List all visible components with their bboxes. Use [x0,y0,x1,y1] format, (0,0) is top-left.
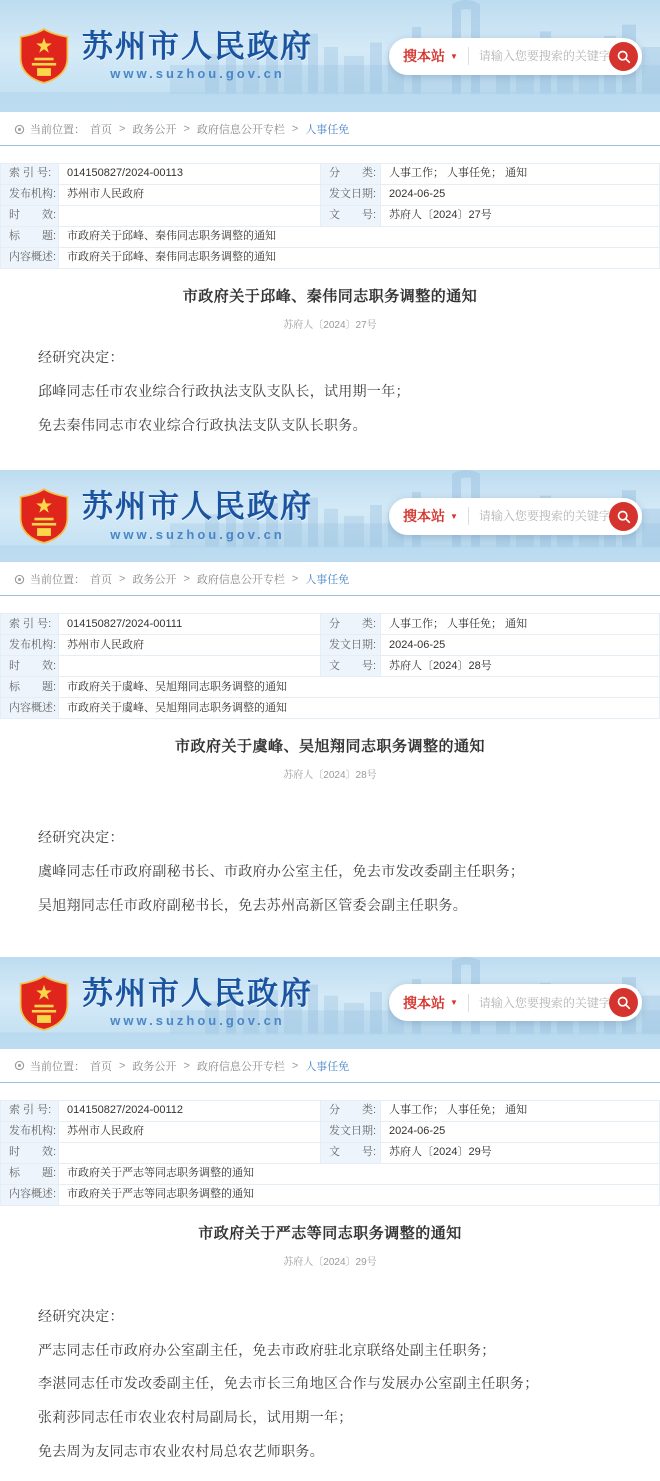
breadcrumb: 当前位置： 首页 > 政务公开 > 政府信息公开专栏 > 人事任免 [0,1049,660,1083]
notice-section-2 [0,470,660,956]
meta-label-validity: 时 效: [0,655,58,676]
meta-label-issue-date: 发文日期: [320,634,380,655]
search-button[interactable] [609,502,638,531]
search-icon [616,49,631,64]
search-divider [468,994,469,1012]
meta-value-summary: 市政府关于虞峰、吴旭翔同志职务调整的通知 [58,697,659,718]
meta-value-issue-date: 2024-06-25 [380,634,659,655]
meta-value-title: 市政府关于严志等同志职务调整的通知 [58,1163,659,1184]
breadcrumb-home[interactable]: 首页 [90,1060,112,1073]
meta-value-doc-no: 苏府人〔2024〕29号 [380,1142,659,1163]
search-input[interactable] [479,996,609,1010]
notice-title: 市政府关于虞峰、吴旭翔同志职务调整的通知 [174,738,485,756]
location-pin-icon [14,124,25,135]
meta-label-doc-no: 文 号: [320,205,380,226]
site-title-block [82,28,313,82]
meta-label-doc-no: 文 号: [320,655,380,676]
meta-value-issue-date: 2024-06-25 [380,184,659,205]
meta-value-index-no: 014150827/2024-00113 [58,163,320,184]
meta-value-index-no: 014150827/2024-00111 [58,613,320,634]
national-emblem-icon [18,28,70,84]
meta-value-summary: 市政府关于严志等同志职务调整的通知 [58,1184,659,1205]
site-logo[interactable] [18,488,313,544]
document-meta-table [0,163,660,269]
site-title-block [82,975,313,1029]
location-pin-icon [14,1060,25,1071]
notice-paragraph: 经研究决定： [38,1307,124,1324]
notice-paragraph: 严志同志任市政府办公室副主任，免去市政府驻北京联络处副主任职务； [38,1341,496,1358]
breadcrumb-info-column[interactable]: 政府信息公开专栏 [196,124,285,136]
meta-value-validity [58,1142,320,1163]
notice-body [38,829,622,913]
meta-value-title: 市政府关于虞峰、吴旭翔同志职务调整的通知 [58,676,659,697]
document-meta-table [0,1100,660,1206]
notice-body [38,1308,622,1460]
breadcrumb-current[interactable]: 人事任免 [305,124,350,136]
notice-title: 市政府关于严志等同志职务调整的通知 [198,1224,462,1242]
notice-article [0,735,660,913]
meta-label-summary: 内容概述: [0,247,58,268]
site-url: www.suzhou.gov.cn [110,66,285,82]
search-scope-dropdown[interactable] [403,46,458,66]
notice-paragraph: 张莉莎同志任市农业农村局副局长，试用期一年； [38,1409,353,1426]
site-logo[interactable] [18,28,313,84]
notice-paragraph: 邱峰同志任市农业综合行政执法支队支队长，试用期一年； [38,382,410,399]
search-icon [616,995,631,1010]
meta-label-issuer: 发布机构: [0,1121,58,1142]
meta-label-index-no: 索 引 号: [0,613,58,634]
search-scope-label: 搜本站 [403,508,445,525]
meta-label-category: 分 类: [320,1100,380,1121]
meta-label-issue-date: 发文日期: [320,1121,380,1142]
notice-section-1 [0,0,660,470]
meta-value-category: 人事工作； 人事任免； 通知 [380,1100,659,1121]
meta-label-title: 标 题: [0,676,58,697]
breadcrumb-current[interactable]: 人事任免 [305,574,350,587]
breadcrumb-prefix: 当前位置： [30,1060,85,1073]
site-url: www.suzhou.gov.cn [110,526,285,542]
search-bar [389,38,642,75]
breadcrumb-home[interactable]: 首页 [90,124,112,136]
site-banner [0,470,660,562]
notice-section-3 [0,957,660,1481]
meta-label-category: 分 类: [320,613,380,634]
search-icon [616,509,631,524]
notice-title: 市政府关于邱峰、秦伟同志职务调整的通知 [182,288,478,305]
notice-article [0,285,660,433]
site-url: www.suzhou.gov.cn [110,1013,285,1029]
notice-paragraph: 免去秦伟同志市农业综合行政执法支队支队长职务。 [38,416,367,433]
meta-label-index-no: 索 引 号: [0,163,58,184]
meta-label-index-no: 索 引 号: [0,1100,58,1121]
breadcrumb: 当前位置： 首页 > 政务公开 > 政府信息公开专栏 > 人事任免 [0,112,660,146]
document-meta-table [0,613,660,719]
search-scope-label: 搜本站 [403,994,445,1011]
breadcrumb-home[interactable]: 首页 [90,574,112,587]
notice-paragraph: 吴旭翔同志任市政府副秘书长，免去苏州高新区管委会副主任职务。 [38,896,467,913]
meta-label-summary: 内容概述: [0,1184,58,1205]
search-divider [468,47,469,65]
meta-value-index-no: 014150827/2024-00112 [58,1100,320,1121]
site-logo[interactable] [18,975,313,1031]
site-banner [0,957,660,1049]
search-bar [389,984,642,1021]
meta-value-issuer: 苏州市人民政府 [58,184,320,205]
meta-label-title: 标 题: [0,1163,58,1184]
notice-doc-number: 苏府人〔2024〕29号 [283,1256,377,1268]
notice-doc-number: 苏府人〔2024〕27号 [283,320,377,331]
meta-label-issue-date: 发文日期: [320,184,380,205]
meta-label-validity: 时 效: [0,1142,58,1163]
meta-value-category: 人事工作； 人事任免； 通知 [380,613,659,634]
search-scope-label: 搜本站 [403,48,445,64]
notice-body [38,349,622,433]
site-title: 苏州市人民政府 [82,28,313,64]
search-button[interactable] [609,988,638,1017]
breadcrumb-zwgk[interactable]: 政务公开 [132,574,177,587]
site-title: 苏州市人民政府 [82,975,313,1011]
search-divider [468,507,469,525]
chevron-down-icon: ▼ [450,51,458,61]
site-title-block [82,491,313,542]
chevron-down-icon: ▼ [450,511,458,521]
search-scope-dropdown[interactable] [403,506,458,526]
meta-label-category: 分 类: [320,163,380,184]
search-scope-dropdown[interactable] [403,993,458,1013]
search-input[interactable] [479,49,609,63]
breadcrumb: 当前位置： 首页 > 政务公开 > 政府信息公开专栏 > 人事任免 [0,562,660,596]
breadcrumb-info-column[interactable]: 政府信息公开专栏 [196,1060,285,1073]
meta-label-title: 标 题: [0,226,58,247]
breadcrumb-zwgk[interactable]: 政务公开 [132,1060,177,1073]
meta-value-issue-date: 2024-06-25 [380,1121,659,1142]
notice-paragraph: 虞峰同志任市政府副秘书长、市政府办公室主任，免去市发改委副主任职务； [38,863,525,880]
meta-value-doc-no: 苏府人〔2024〕28号 [380,655,659,676]
meta-value-title: 市政府关于邱峰、秦伟同志职务调整的通知 [58,226,659,247]
meta-label-issuer: 发布机构: [0,184,58,205]
breadcrumb-zwgk[interactable]: 政务公开 [132,124,177,136]
national-emblem-icon [18,488,70,544]
meta-label-validity: 时 效: [0,205,58,226]
breadcrumb-prefix: 当前位置： [30,124,85,136]
breadcrumb-current[interactable]: 人事任免 [305,1060,350,1073]
notice-doc-number: 苏府人〔2024〕28号 [283,770,377,782]
notice-paragraph: 免去周为友同志市农业农村局总农艺师职务。 [38,1442,324,1459]
search-input[interactable] [479,509,609,523]
meta-value-category: 人事工作； 人事任免； 通知 [380,163,659,184]
meta-value-summary: 市政府关于邱峰、秦伟同志职务调整的通知 [58,247,659,268]
notice-paragraph: 李湛同志任市发改委副主任，免去市长三角地区合作与发展办公室副主任职务； [38,1375,539,1392]
notice-paragraph: 经研究决定： [38,829,124,846]
meta-value-doc-no: 苏府人〔2024〕27号 [380,205,659,226]
meta-value-issuer: 苏州市人民政府 [58,1121,320,1142]
search-button[interactable] [609,42,638,71]
notice-paragraph: 经研究决定： [38,349,124,365]
national-emblem-icon [18,975,70,1031]
chevron-down-icon: ▼ [450,998,458,1008]
meta-label-doc-no: 文 号: [320,1142,380,1163]
search-bar [389,498,642,535]
breadcrumb-prefix: 当前位置： [30,574,85,587]
location-pin-icon [14,574,25,585]
site-title: 苏州市人民政府 [82,489,313,525]
meta-value-validity [58,205,320,226]
meta-value-issuer: 苏州市人民政府 [58,634,320,655]
meta-label-summary: 内容概述: [0,697,58,718]
site-banner [0,0,660,112]
breadcrumb-info-column[interactable]: 政府信息公开专栏 [196,574,285,587]
meta-value-validity [58,655,320,676]
meta-label-issuer: 发布机构: [0,634,58,655]
notice-article [0,1222,660,1460]
